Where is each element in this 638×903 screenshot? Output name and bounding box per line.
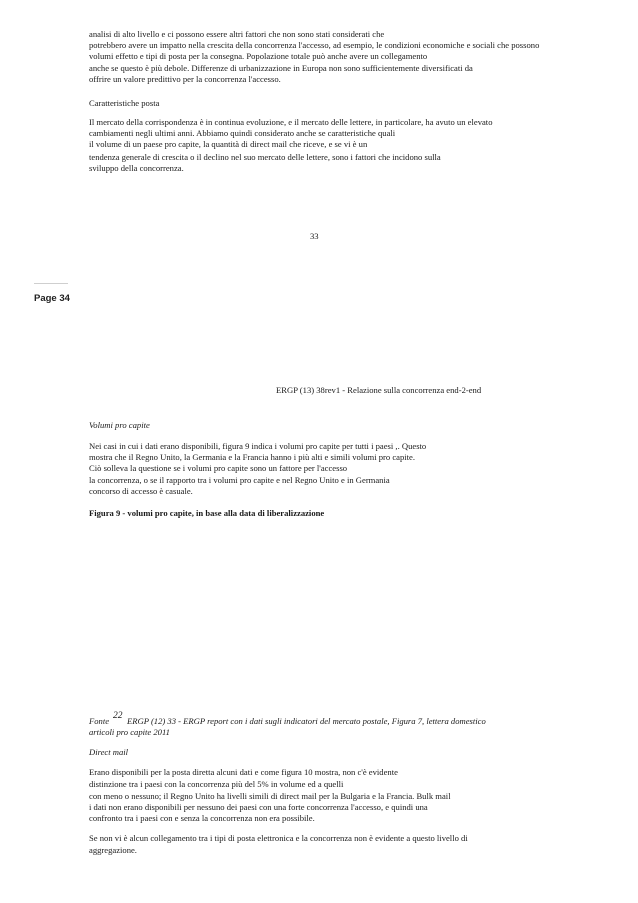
page-number: 33	[310, 231, 319, 241]
source-citation: ERGP (12) 33 - ERGP report con i dati sugli indicatori del mercato postale, Figura 7, lettera domestico	[127, 716, 486, 726]
running-header: ERGP (13) 38rev1 - Relazione sulla concorrenza end-2-end	[276, 385, 482, 395]
text-line: con meno o nessuno; il Regno Unito ha livelli simili di direct mail per la Bulgaria e la Francia. Bulk mail	[89, 791, 451, 801]
text-line: concorso di accesso è casuale.	[89, 486, 193, 496]
text-line: analisi di alto livello e ci possono essere altri fattori che non sono stati considerati che	[89, 29, 385, 39]
text-line: distinzione tra i paesi con la concorrenza più del 5% in volume ed a quelli	[89, 779, 344, 789]
text-line: offrire un valore predittivo per la concorrenza l'accesso.	[89, 74, 281, 84]
section-heading-posta: Caratteristiche posta	[89, 98, 160, 108]
footnote-number: 22	[113, 711, 123, 721]
text-line: Erano disponibili per la posta diretta alcuni dati e come figura 10 mostra, non c'è evidente	[89, 767, 398, 777]
section-heading-direct-mail: Direct mail	[89, 747, 129, 757]
text-line: Nei casi in cui i dati erano disponibili, figura 9 indica i volumi pro capite per tutti i paesi ,. Questo	[89, 441, 427, 451]
source-prefix: Fonte	[89, 716, 110, 726]
text-line: volumi effetto e tipi di posta per la consegna. Popolazione totale può anche avere un collegamento	[89, 51, 428, 61]
text-line: confronto tra i paesi con e senza la concorrenza non era possibile.	[89, 813, 315, 823]
text-line: potrebbero avere un impatto nella crescita della concorrenza l'accesso, ad esempio, le condizioni economiche e sociali che possono	[89, 40, 540, 50]
text-line: il volume di un paese pro capite, la quantità di direct mail che riceve, e se vi è un	[89, 139, 368, 149]
text-line: tendenza generale di crescita o il declino nel suo mercato delle lettere, sono i fattori che incidono sulla	[89, 152, 441, 162]
text-line: aggregazione.	[89, 845, 137, 855]
page-divider	[34, 283, 68, 284]
source-citation-cont: articoli pro capite 2011	[89, 727, 170, 737]
text-line: mostra che il Regno Unito, la Germania e la Francia hanno i più alti e simili volumi pro capite.	[89, 452, 416, 462]
text-line: i dati non erano disponibili per nessuno dei paesi con una forte concorrenza l'accesso, e quindi una	[89, 802, 428, 812]
text-line: sviluppo della concorrenza.	[89, 163, 184, 173]
text-line: Ciò solleva la questione se i volumi pro capite sono un fattore per l'accesso	[89, 463, 348, 473]
page-label: Page 34	[34, 293, 70, 304]
text-line: la concorrenza, o se il rapporto tra i volumi pro capite e nel Regno Unito e in Germania	[89, 475, 390, 485]
section-heading-volumi: Volumi pro capite	[89, 420, 150, 430]
figure-caption: Figura 9 - volumi pro capite, in base alla data di liberalizzazione	[89, 508, 325, 518]
text-line: Il mercato della corrispondenza è in continua evoluzione, e il mercato delle lettere, in particolare, ha avuto un elevato	[89, 117, 493, 127]
text-line: Se non vi è alcun collegamento tra i tipi di posta elettronica e la concorrenza non è evidente a questo livello di	[89, 833, 468, 843]
figure-9-area	[89, 525, 509, 705]
text-line: cambiamenti negli ultimi anni. Abbiamo quindi considerato anche se caratteristiche quali	[89, 128, 396, 138]
text-line: anche se questo è più debole. Differenze di urbanizzazione in Europa non sono sufficientemente diversificati da	[89, 63, 473, 73]
